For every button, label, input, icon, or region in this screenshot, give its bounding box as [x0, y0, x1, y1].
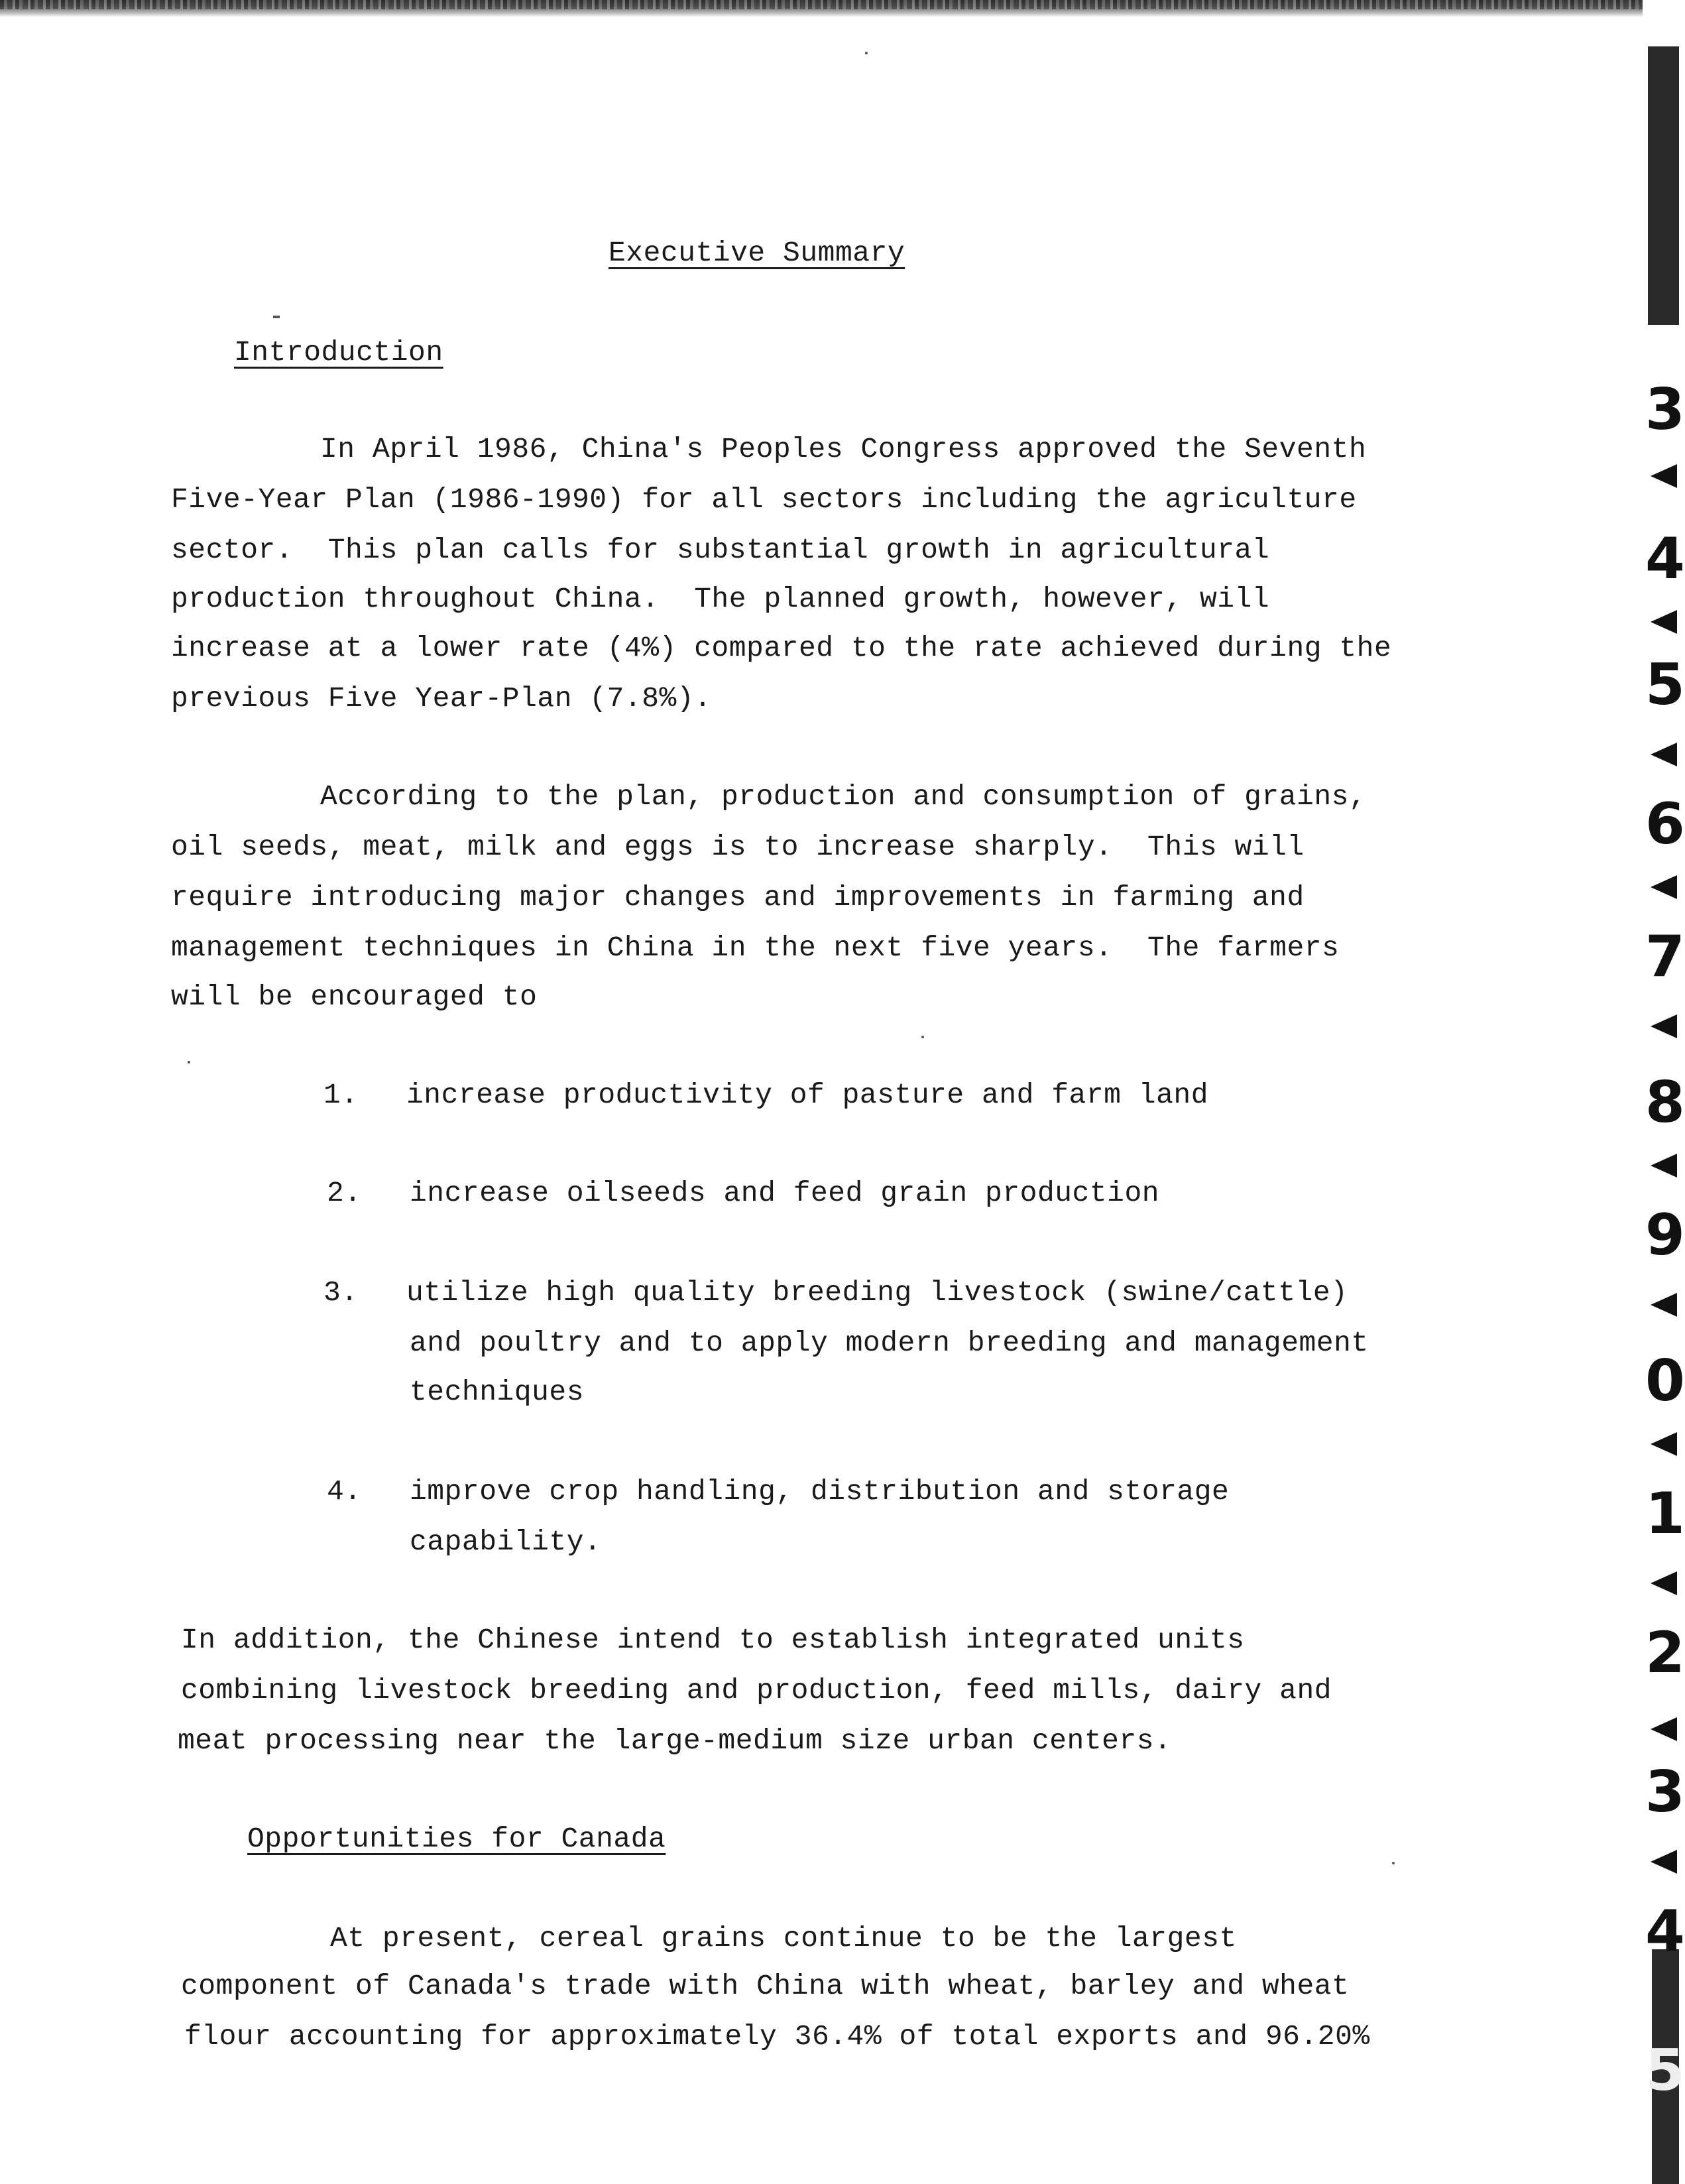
index-tab-digit: 8	[1645, 1069, 1685, 1136]
index-tab-digit: 9	[1645, 1202, 1685, 1268]
paragraph-line: require introducing major changes and improvements in farming and	[171, 881, 1305, 914]
list-item-text: techniques	[410, 1376, 585, 1408]
scan-speck	[865, 52, 868, 54]
list-item-text: increase productivity of pasture and farm land	[406, 1079, 1208, 1111]
list-item-text: improve crop handling, distribution and storage	[410, 1475, 1230, 1508]
index-tab-digit: 4	[1645, 1898, 1685, 1965]
list-item-number: 3.	[323, 1276, 359, 1309]
index-tab-digit: 0	[1645, 1348, 1685, 1414]
index-tab-arrow	[1651, 464, 1677, 488]
paragraph-line: previous Five Year-Plan (7.8%).	[171, 682, 712, 715]
index-tab-digit: 3	[1645, 1759, 1685, 1825]
index-tab-digit: 6	[1645, 791, 1685, 857]
paragraph-line: oil seeds, meat, milk and eggs is to increase sharply. This will	[171, 831, 1305, 863]
paragraph-line: In April 1986, China's Peoples Congress approved the Seventh	[320, 433, 1367, 465]
index-tab-digit: 1	[1645, 1481, 1685, 1547]
paragraph-line: combining livestock breeding and production, feed mills, dairy and	[181, 1674, 1332, 1707]
list-item-number: 2.	[327, 1177, 362, 1209]
paragraph-line: In addition, the Chinese intend to establish integrated units	[181, 1624, 1245, 1656]
paragraph-line: Five-Year Plan (1986-1990) for all sectors including the agriculture	[171, 483, 1357, 516]
paragraph-line: According to the plan, production and consumption of grains,	[320, 780, 1367, 813]
index-tab-arrow	[1651, 1293, 1677, 1317]
page-title: Executive Summary	[609, 237, 905, 269]
index-tab-arrow	[1651, 1717, 1677, 1741]
paragraph-line: will be encouraged to	[171, 981, 538, 1013]
list-item-number: 1.	[323, 1079, 359, 1111]
scan-speck	[921, 1036, 924, 1038]
index-tab-arrow	[1651, 743, 1677, 766]
section-heading-introduction: Introduction	[234, 336, 443, 369]
index-tab-digit: 7	[1645, 924, 1685, 990]
index-tab-arrow	[1651, 1571, 1677, 1595]
paragraph-line: component of Canada's trade with China with wheat, barley and wheat	[181, 1970, 1350, 2002]
section-heading-opportunities: Opportunities for Canada	[247, 1823, 666, 1855]
index-tab-digit: 5	[1645, 2037, 1685, 2104]
list-item-text: increase oilseeds and feed grain production	[410, 1177, 1160, 1209]
index-tab-arrow	[1651, 610, 1677, 634]
index-tab-arrow	[1651, 1850, 1677, 1874]
paragraph-line: At present, cereal grains continue to be the largest	[330, 1922, 1237, 1955]
scan-speck	[188, 1061, 190, 1063]
list-item-number: 4.	[327, 1475, 362, 1508]
tab-strip-dark-band-top	[1648, 46, 1679, 325]
scan-top-edge	[0, 0, 1679, 17]
paragraph-line: meat processing near the large-medium size urban centers.	[178, 1725, 1172, 1757]
list-item-text: and poultry and to apply modern breeding and management	[410, 1327, 1369, 1359]
paragraph-line: increase at a lower rate (4%) compared to the rate achieved during the	[171, 632, 1392, 664]
scan-speck	[1392, 1862, 1395, 1864]
index-tab-arrow	[1651, 875, 1677, 899]
paragraph-line: flour accounting for approximately 36.4% of total exports and 96.20%	[184, 2020, 1370, 2053]
index-tab-arrow	[1651, 1432, 1677, 1456]
index-tab-digit: 2	[1645, 1620, 1685, 1686]
index-tab-digit: 3	[1645, 377, 1685, 443]
scan-speck	[273, 316, 280, 318]
list-item-text: capability.	[410, 1526, 602, 1558]
paragraph-line: production throughout China. The planned growth, however, will	[171, 583, 1270, 615]
list-item-text: utilize high quality breeding livestock (swine/cattle)	[406, 1276, 1348, 1309]
index-tab-digit: 5	[1645, 652, 1685, 718]
paragraph-line: management techniques in China in the next five years. The farmers	[171, 932, 1340, 964]
paragraph-line: sector. This plan calls for substantial growth in agricultural	[171, 534, 1270, 566]
index-tab-arrow	[1651, 1014, 1677, 1038]
index-tab-arrow	[1651, 1154, 1677, 1178]
index-tab-digit: 4	[1645, 526, 1685, 592]
